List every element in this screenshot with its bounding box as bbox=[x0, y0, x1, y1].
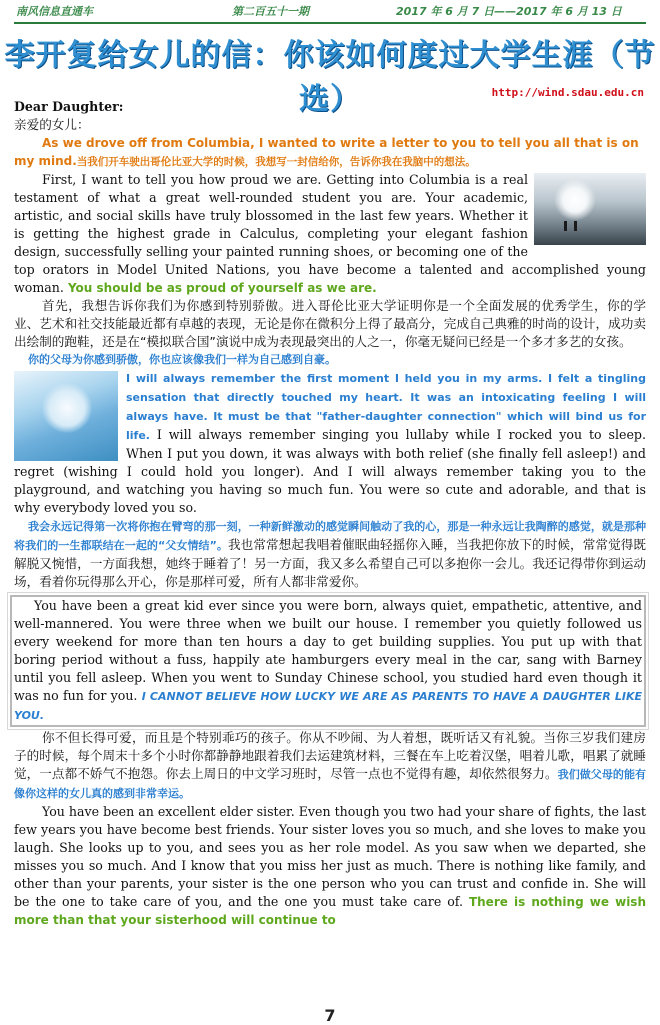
p3-en-text: You have been a great kid ever since you were born, always quiet, empathetic, attentive, and well-mannered. You were three when we built our house. I remember you quietly followed us every weekend for more than ten hours a day to get building supplies. You put up with that boring period without a fuss, happily ate hamburgers every meal in the car, sang with Barney until you fell asleep. When you went to Sunday Chinese school, you studied hard even though it was no fun for you. bbox=[14, 598, 642, 703]
figure-right bbox=[574, 221, 577, 231]
sun-glow bbox=[554, 179, 596, 221]
article-title: 李开复给女儿的信：你该如何度过大学生涯（节选） bbox=[4, 38, 656, 117]
tree-glow bbox=[42, 383, 92, 433]
p2-en-highlight: I will always remember the first moment I held you in my arms. I felt a tingling sensation that directly touched my heart. It was an intoxicating feeling I will always have. It must be that "father-daughter connection" which will bind us for life. bbox=[126, 372, 646, 442]
p2-cn-text: 我也常常想起我唱着催眠曲轻摇你入睡，当我把你放下的时候，常常觉得既解脱又惋惜，一方面我想，她终于睡着了！另一方面，我又多么希望自己可以多抱你一会儿。我还记得带你到运动场，看着你玩得那么开心，你是那样可爱，所有人都非常爱你。 bbox=[14, 537, 647, 589]
paragraph-1-cn-highlight: 你的父母为你感到骄傲，你也应该像我们一样为自己感到自豪。 bbox=[28, 353, 336, 366]
p4-en-highlight: There is nothing we wish more than that your sisterhood will continue to bbox=[14, 895, 646, 927]
page-number: 7 bbox=[324, 1006, 336, 1025]
paragraph-2-cn bbox=[14, 517, 646, 591]
p3-en-highlight: I CANNOT BELIEVE HOW LUCKY WE ARE AS PARENTS TO HAVE A DAUGHTER LIKE YOU. bbox=[14, 690, 642, 722]
issue-number: 第二百五十一期 bbox=[232, 5, 309, 18]
p2-en-text: I will always remember singing you lullaby while I rocked you to sleep. When I put you down, it was always with both relief (she finally fell asleep!) and regret (wishing I could hold you longer). And I will always remember taking you to the playground, and watching you having so much fun. You were so cute and adorable, and that is why everybody loved you so. bbox=[14, 427, 646, 515]
intro-en: As we drove off from Columbia, I wanted to write a letter to you to tell you all that is on my mind. bbox=[14, 136, 639, 168]
p2-cn-highlight: 我会永远记得第一次将你抱在臂弯的那一刻，一种新鲜激动的感觉瞬间触动了我的心，那是一种永远让我陶醉的感觉，就是那种将我们的一生都联结在一起的“父女情结”。 bbox=[14, 520, 646, 552]
paragraph-1-cn: 首先，我想告诉你我们为你感到特别骄傲。进入哥伦比亚大学证明你是一个全面发展的优秀学生，你的学业、艺术和社交技能最近都有卓越的表现，无论是你在微积分上得了最高分，完成自己典雅的时尚的设计，成功卖出绘制的跑鞋，还是在“模拟联合国”演说中成为表现最突出的人之一，你毫无疑问已经是一个多才多艺的女孩。 bbox=[14, 298, 646, 349]
source-url: http://wind.sdau.edu.cn bbox=[491, 86, 644, 99]
p3-cn-text: 你不但长得可爱，而且是个特别乖巧的孩子。你从不吵闹、为人着想，既听话又有礼貌。当你三岁我们建房子的时候，每个周末十多个小时你都静静地跟着我们去运建筑材料，三餐在车上吃着汉堡，唱着儿歌，唱累了就睡觉，一点都不娇气不抱怨。你去上周日的中文学习班时，尽管一点也不觉得有趣，却依然很努力。 bbox=[14, 730, 646, 781]
paragraph-3-cn bbox=[14, 729, 646, 803]
intro-paragraph bbox=[14, 134, 646, 171]
photo-tree-sky bbox=[14, 371, 118, 461]
p1-en-highlight: You should be as proud of yourself as we are. bbox=[67, 281, 377, 295]
photo-beach-couple bbox=[534, 173, 646, 245]
header-divider bbox=[14, 22, 646, 24]
date-range: 2017 年 6 月 7 日——2017 年 6 月 13 日 bbox=[396, 5, 622, 18]
salutation-en: Dear Daughter: bbox=[14, 99, 124, 114]
page-header bbox=[0, 0, 660, 24]
salutation-cn: 亲爱的女儿： bbox=[14, 117, 90, 132]
article-body bbox=[14, 98, 646, 929]
p3-cn-highlight: 我们做父母的能有像你这样的女儿真的感到非常幸运。 bbox=[14, 768, 647, 800]
paragraph-3-en bbox=[14, 597, 642, 725]
figure-left bbox=[564, 221, 567, 231]
intro-cn: 当我们开车驶出哥伦比亚大学的时候，我想写一封信给你，告诉你我在我脑中的想法。 bbox=[76, 156, 476, 168]
framed-paragraph bbox=[10, 595, 646, 727]
publication-name: 南风信息直通车 bbox=[16, 5, 93, 18]
paragraph-4-en bbox=[14, 803, 646, 929]
p4-en-text: You have been an excellent elder sister. Even though you two had your share of fights, the last few years you have become best friends. Your sister loves you so much, and she loves to make you laugh. She looks up to you, and sees you as her role model. As you saw when we departed, she misses you so much. And I know that you miss her just as much. There is nothing like family, and other than your parents, your sister is the one person who you can trust and confide in. She will be the one to take care of you, and the one you must take care of. bbox=[14, 804, 646, 909]
p1-en-text: First, I want to tell you how proud we are. Getting into Columbia is a real testament of what a great well-rounded student you are. Your academic, artistic, and social skills have truly blossomed in the last few years. Whether it is getting the highest grade in Calculus, completing your elegant fashion design, successfully selling your painted running shoes, or becoming one of the top orators in Model United Nations, you have become a talented and accomplished young woman. bbox=[14, 172, 646, 295]
